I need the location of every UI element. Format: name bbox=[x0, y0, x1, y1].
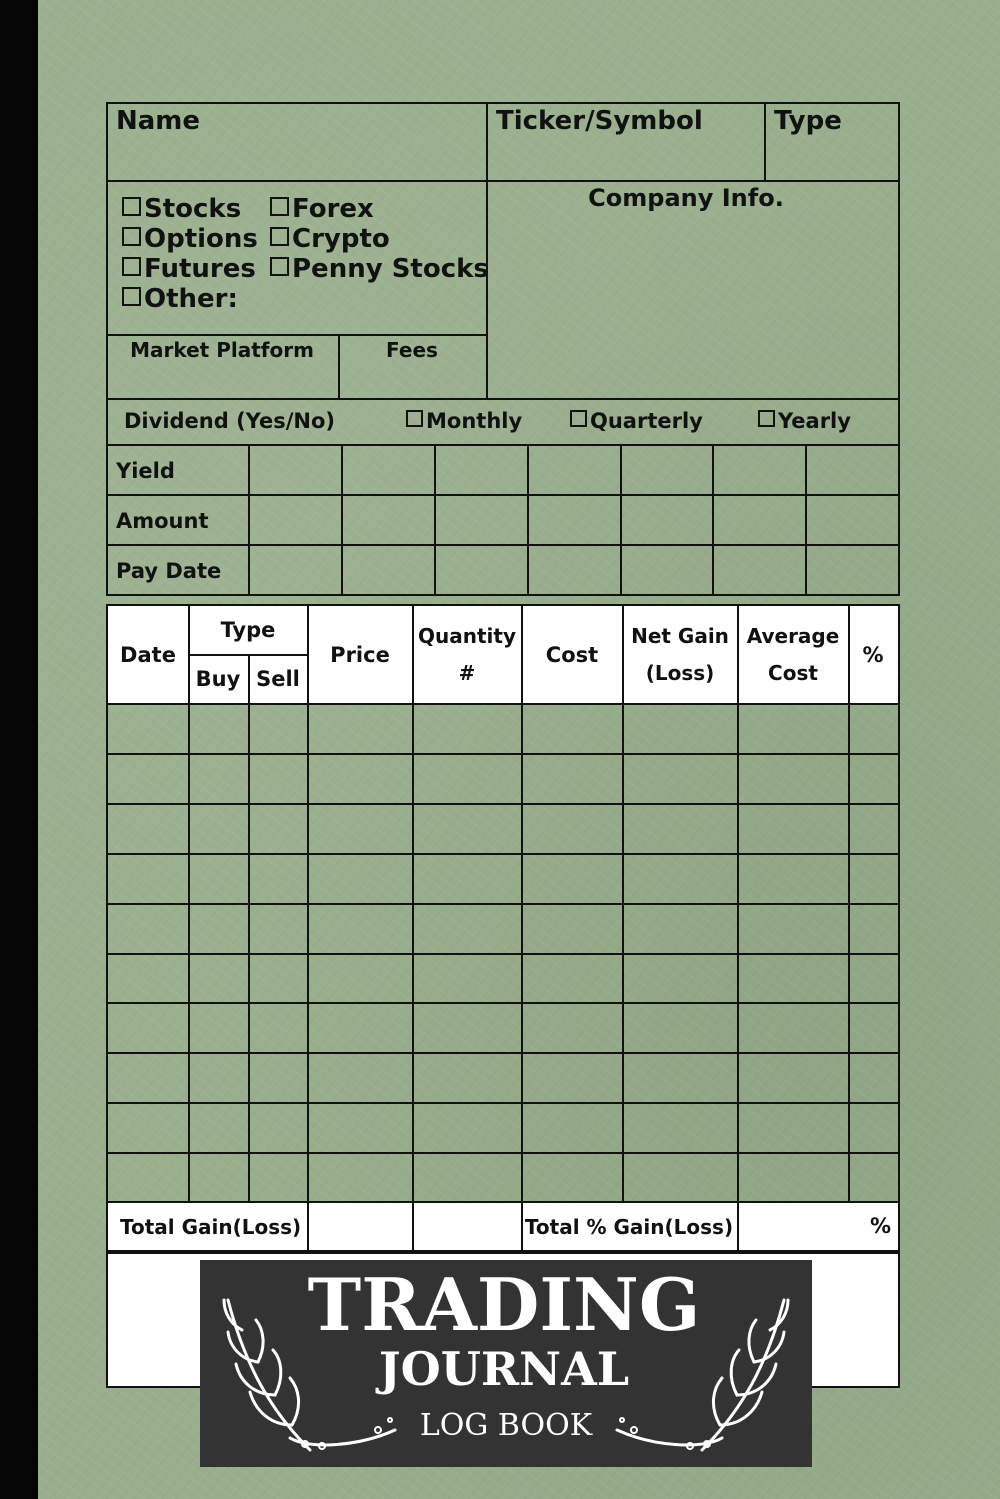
table-row bbox=[106, 1052, 900, 1054]
checkbox-crypto[interactable] bbox=[270, 224, 390, 254]
table-row bbox=[106, 1201, 900, 1203]
table-row bbox=[106, 1152, 900, 1154]
checkbox-futures-label: Futures bbox=[144, 254, 256, 284]
divider bbox=[248, 654, 250, 1202]
divider bbox=[737, 604, 739, 1252]
table-row bbox=[106, 753, 900, 755]
col-price-header: Price bbox=[330, 643, 390, 667]
checkbox-penny-stocks-label: Penny Stocks bbox=[292, 254, 489, 284]
divider bbox=[712, 444, 714, 596]
divider bbox=[188, 604, 190, 1202]
table-row bbox=[106, 803, 900, 805]
ticker-field-label: Ticker/Symbol bbox=[496, 106, 703, 136]
divider bbox=[106, 444, 900, 446]
divider bbox=[106, 544, 900, 546]
col-type-header: Type bbox=[220, 618, 276, 642]
table-row bbox=[106, 953, 900, 955]
checkbox-options-label: Options bbox=[144, 224, 258, 254]
col-percent-header: % bbox=[862, 643, 884, 667]
checkbox-forex[interactable] bbox=[270, 194, 374, 224]
logo-tagline: LOG BOOK bbox=[419, 1408, 593, 1443]
col-buy-header: Buy bbox=[195, 667, 241, 691]
divider bbox=[341, 444, 343, 596]
col-average-cost-header: Average bbox=[746, 624, 840, 648]
checkbox-stocks[interactable] bbox=[122, 194, 241, 224]
dividend-label: Dividend (Yes/No) bbox=[124, 409, 335, 433]
checkbox-yearly[interactable] bbox=[758, 409, 851, 433]
divider bbox=[106, 494, 900, 496]
logo-subtitle: JOURNAL bbox=[378, 1342, 630, 1396]
divider bbox=[106, 180, 900, 182]
table-row bbox=[106, 903, 900, 905]
divider bbox=[106, 703, 900, 705]
table-row bbox=[106, 853, 900, 855]
col-net-gain-header-loss: (Loss) bbox=[645, 661, 715, 685]
table-row bbox=[106, 1002, 900, 1004]
yield-row-label: Yield bbox=[116, 459, 175, 483]
divider bbox=[764, 102, 766, 182]
company-info-label: Company Info. bbox=[588, 184, 784, 212]
book-spine bbox=[0, 0, 38, 1499]
divider bbox=[622, 604, 624, 1202]
col-date-header: Date bbox=[120, 643, 176, 667]
checkbox-crypto-label: Crypto bbox=[292, 224, 390, 254]
checkbox-options[interactable] bbox=[122, 224, 258, 254]
col-sell-header: Sell bbox=[256, 667, 300, 691]
pay-date-row-label: Pay Date bbox=[116, 559, 222, 583]
checkbox-stocks-label: Stocks bbox=[144, 194, 242, 224]
type-field-label: Type bbox=[774, 106, 842, 136]
divider bbox=[805, 444, 807, 596]
col-net-gain-header: Net Gain bbox=[631, 624, 729, 648]
title-logo-panel bbox=[200, 1260, 812, 1467]
checkbox-other-label: Other: bbox=[144, 284, 238, 314]
checkbox-penny-stocks[interactable] bbox=[270, 254, 489, 284]
total-gain-label: Total Gain(Loss) bbox=[120, 1215, 302, 1239]
checkbox-futures[interactable] bbox=[122, 254, 256, 284]
divider bbox=[248, 444, 250, 596]
divider bbox=[338, 334, 340, 400]
divider bbox=[521, 604, 523, 1252]
divider bbox=[307, 604, 309, 1252]
total-percent-gain-label: Total % Gain(Loss) bbox=[524, 1215, 734, 1239]
checkbox-quarterly-label: Quarterly bbox=[590, 409, 703, 433]
divider bbox=[412, 604, 414, 1252]
checkbox-other[interactable] bbox=[122, 284, 238, 314]
trade-table bbox=[106, 604, 900, 1252]
checkbox-quarterly[interactable] bbox=[570, 409, 703, 433]
divider bbox=[848, 604, 850, 1202]
divider bbox=[527, 444, 529, 596]
checkbox-forex-label: Forex bbox=[292, 194, 374, 224]
total-percent-unit: % bbox=[870, 1214, 892, 1238]
col-average-cost-header-cost: Cost bbox=[768, 661, 818, 685]
divider bbox=[106, 334, 488, 336]
checkbox-monthly[interactable] bbox=[406, 409, 522, 433]
name-field-label: Name bbox=[116, 106, 201, 136]
table-row bbox=[106, 1102, 900, 1104]
col-cost-header: Cost bbox=[545, 643, 599, 667]
divider bbox=[434, 444, 436, 596]
amount-row-label: Amount bbox=[116, 509, 209, 533]
market-platform-label: Market Platform bbox=[130, 338, 314, 362]
col-quantity-header: Quantity bbox=[418, 624, 516, 648]
logo-title: TRADING bbox=[307, 1262, 701, 1347]
divider bbox=[486, 102, 488, 400]
fees-label: Fees bbox=[386, 338, 438, 362]
checkbox-monthly-label: Monthly bbox=[426, 409, 523, 433]
checkbox-yearly-label: Yearly bbox=[778, 409, 851, 433]
col-quantity-header-symbol: # bbox=[458, 661, 476, 685]
divider bbox=[620, 444, 622, 596]
